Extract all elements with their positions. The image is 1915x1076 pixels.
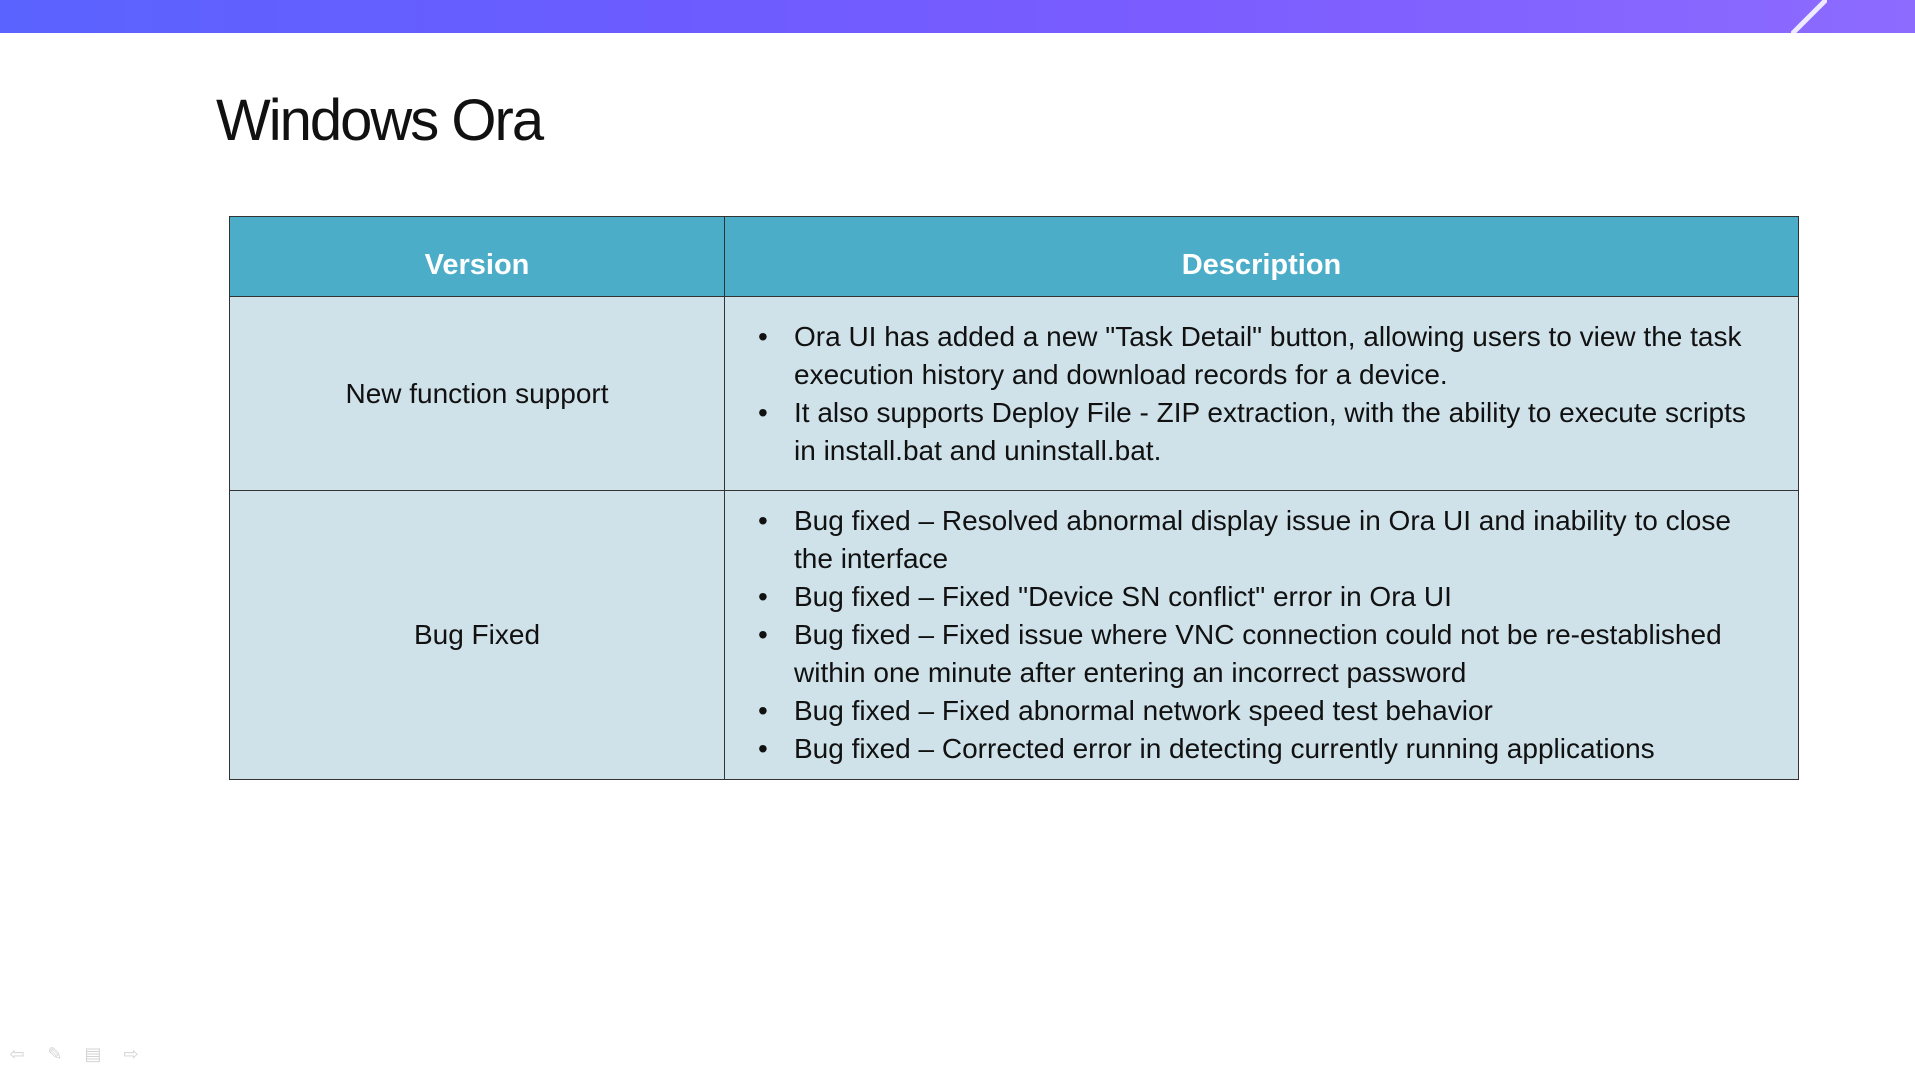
slide-navigation bbox=[6, 1042, 142, 1066]
version-cell: Bug Fixed bbox=[230, 491, 725, 780]
corner-accent bbox=[1791, 0, 1827, 33]
version-cell: New function support bbox=[230, 297, 725, 491]
left-arrow-icon[interactable]: ⇦ bbox=[9, 1044, 25, 1064]
pen-icon[interactable]: ✎ bbox=[47, 1044, 63, 1064]
description-item: • Ora UI has added a new "Task Detail" button, allowing users to view the task execution history and download records for a device. bbox=[750, 318, 1774, 394]
description-header: Description bbox=[725, 217, 1799, 297]
top-accent-bar bbox=[0, 0, 1915, 33]
description-item: • Bug fixed – Resolved abnormal display issue in Ora UI and inability to close the interface bbox=[750, 502, 1774, 578]
right-arrow-icon[interactable]: ⇨ bbox=[123, 1044, 139, 1064]
release-notes-table-container bbox=[229, 216, 1798, 779]
table-row bbox=[230, 491, 1799, 780]
table-header-row bbox=[230, 217, 1799, 297]
description-cell bbox=[725, 297, 1799, 491]
description-item: • Bug fixed – Fixed issue where VNC connection could not be re-established within one minute after entering an incorrect password bbox=[750, 616, 1774, 692]
description-list bbox=[750, 318, 1774, 470]
description-item: • It also supports Deploy File - ZIP extraction, with the ability to execute scripts in install.bat and uninstall.bat. bbox=[750, 394, 1774, 470]
description-cell bbox=[725, 491, 1799, 780]
description-item: • Bug fixed – Corrected error in detecting currently running applications bbox=[750, 730, 1774, 768]
description-item: • Bug fixed – Fixed abnormal network speed test behavior bbox=[750, 692, 1774, 730]
page-title: Windows Ora bbox=[216, 88, 543, 153]
version-header: Version bbox=[230, 217, 725, 297]
description-list bbox=[750, 502, 1774, 768]
table-row bbox=[230, 297, 1799, 491]
description-item: • Bug fixed – Fixed "Device SN conflict" error in Ora UI bbox=[750, 578, 1774, 616]
menu-icon[interactable]: ▤ bbox=[84, 1044, 102, 1064]
release-notes-table bbox=[229, 216, 1799, 780]
